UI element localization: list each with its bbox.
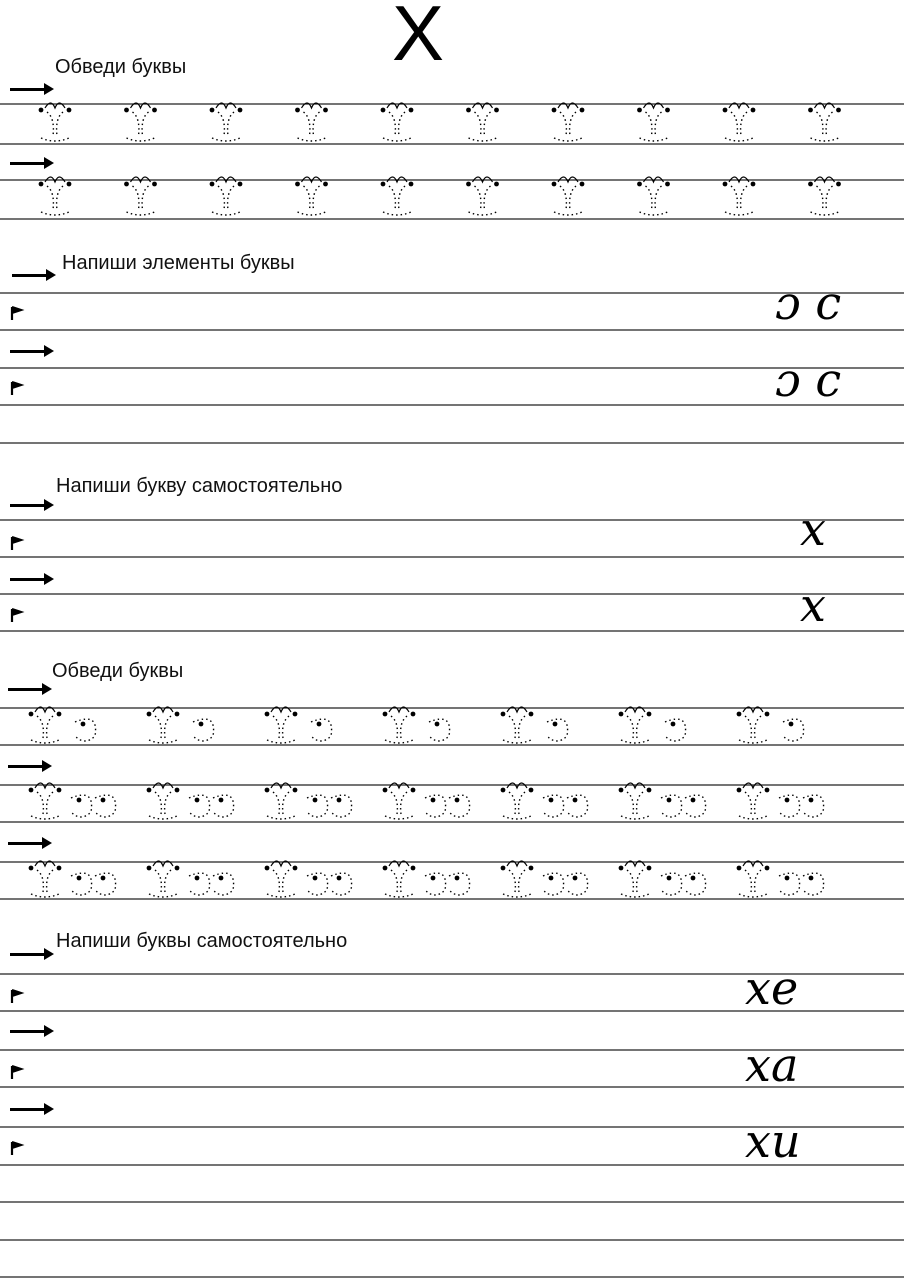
arrow-icon xyxy=(8,837,52,849)
trace-glyph xyxy=(503,792,531,819)
trace-dot xyxy=(39,108,44,113)
trace-dot xyxy=(580,182,585,187)
trace-glyph xyxy=(621,870,649,897)
arrow-icon xyxy=(10,83,54,95)
trace-dot xyxy=(265,788,270,793)
trace-glyph xyxy=(621,792,649,819)
trace-dot xyxy=(29,712,34,717)
trace-glyph xyxy=(640,186,668,215)
section-1-title: Обведи буквы xyxy=(55,56,187,78)
trace-dot xyxy=(494,108,499,113)
section-2-title: Напиши элементы буквы xyxy=(62,252,295,274)
trace-dot xyxy=(667,876,672,881)
trace-glyph xyxy=(449,795,470,817)
letter-sample-1: x xyxy=(800,502,826,556)
trace-glyph xyxy=(41,112,69,141)
trace-dot xyxy=(323,108,328,113)
trace-dot xyxy=(809,876,814,881)
trace-glyph xyxy=(469,112,497,141)
trace-glyph xyxy=(149,716,177,743)
trace-dot xyxy=(466,108,471,113)
trace-glyph xyxy=(803,873,824,895)
trace-dot xyxy=(549,798,554,803)
section-3-title: Напиши букву самостоятельно xyxy=(56,475,343,497)
trace-glyph xyxy=(193,719,214,741)
trace-dot xyxy=(124,182,129,187)
trace-dot xyxy=(265,866,270,871)
trace-dot xyxy=(619,712,624,717)
trace-dot xyxy=(219,798,224,803)
trace-dot xyxy=(67,108,72,113)
trace-dot xyxy=(455,798,460,803)
trace-glyph xyxy=(661,795,682,817)
flag-icon xyxy=(12,382,21,395)
arrow-icon xyxy=(8,760,52,772)
trace-glyph xyxy=(267,716,295,743)
trace-glyph xyxy=(621,716,649,743)
trace-dot xyxy=(152,108,157,113)
trace-dot xyxy=(765,788,770,793)
syllable-sample-xu: xu xyxy=(745,1114,801,1168)
flag-icon xyxy=(12,537,21,550)
trace-glyph xyxy=(267,870,295,897)
trace-dot xyxy=(337,876,342,881)
trace-dot xyxy=(101,876,106,881)
trace-glyph xyxy=(267,792,295,819)
trace-dot xyxy=(647,788,652,793)
trace-dot xyxy=(81,722,86,727)
trace-glyph xyxy=(449,873,470,895)
trace-dot xyxy=(836,108,841,113)
trace-glyph xyxy=(385,870,413,897)
trace-dot xyxy=(431,876,436,881)
flag-icon xyxy=(12,307,21,320)
trace-glyph xyxy=(503,870,531,897)
trace-glyph xyxy=(212,112,240,141)
trace-dot xyxy=(293,788,298,793)
trace-dot xyxy=(152,182,157,187)
arrow-icon xyxy=(8,683,52,695)
trace-dot xyxy=(195,876,200,881)
trace-glyph xyxy=(298,112,326,141)
trace-dot xyxy=(210,182,215,187)
trace-glyph xyxy=(567,795,588,817)
trace-dot xyxy=(147,712,152,717)
trace-dot xyxy=(552,108,557,113)
trace-dot xyxy=(101,798,106,803)
trace-glyph xyxy=(212,186,240,215)
trace-dot xyxy=(789,722,794,727)
trace-glyph xyxy=(127,186,155,215)
trace-glyph xyxy=(425,795,446,817)
trace-glyph xyxy=(554,186,582,215)
trace-dot xyxy=(691,798,696,803)
trace-dot xyxy=(411,866,416,871)
trace-glyph xyxy=(661,873,682,895)
trace-glyph xyxy=(783,719,804,741)
trace-dot xyxy=(411,712,416,717)
arrow-icon xyxy=(12,269,56,281)
trace-dot xyxy=(494,182,499,187)
trace-glyph xyxy=(543,873,564,895)
trace-dot xyxy=(529,788,534,793)
trace-dot xyxy=(77,798,82,803)
trace-dot xyxy=(573,876,578,881)
trace-dot xyxy=(383,712,388,717)
trace-dot xyxy=(751,108,756,113)
element-sample-2: ɔ c xyxy=(775,353,842,407)
trace-dot xyxy=(147,866,152,871)
trace-dot xyxy=(667,798,672,803)
trace-dot xyxy=(337,798,342,803)
arrow-icon xyxy=(10,345,54,357)
trace-glyph xyxy=(425,873,446,895)
trace-dot xyxy=(295,182,300,187)
trace-dot xyxy=(529,866,534,871)
trace-dot xyxy=(737,712,742,717)
page-letter: Х xyxy=(392,0,445,77)
trace-glyph xyxy=(189,795,210,817)
trace-glyph xyxy=(665,719,686,741)
trace-glyph xyxy=(331,873,352,895)
trace-dot xyxy=(383,788,388,793)
trace-glyph xyxy=(779,795,800,817)
trace-dot xyxy=(210,108,215,113)
trace-dot xyxy=(737,866,742,871)
trace-glyph xyxy=(95,795,116,817)
trace-dot xyxy=(637,108,642,113)
trace-glyph xyxy=(739,716,767,743)
trace-glyph xyxy=(149,792,177,819)
trace-glyph xyxy=(503,716,531,743)
trace-glyph xyxy=(71,873,92,895)
trace-dot xyxy=(293,712,298,717)
trace-glyph xyxy=(75,719,96,741)
trace-glyph xyxy=(543,795,564,817)
trace-glyph xyxy=(95,873,116,895)
trace-dot xyxy=(77,876,82,881)
flag-icon xyxy=(12,990,21,1003)
trace-glyph xyxy=(213,873,234,895)
trace-dot xyxy=(765,712,770,717)
trace-dot xyxy=(751,182,756,187)
trace-dot xyxy=(57,788,62,793)
trace-glyph xyxy=(213,795,234,817)
syllable-sample-xa: xa xyxy=(745,1038,799,1092)
trace-dot xyxy=(199,722,204,727)
trace-dot xyxy=(723,108,728,113)
trace-dot xyxy=(383,866,388,871)
trace-dot xyxy=(549,876,554,881)
trace-glyph xyxy=(331,795,352,817)
element-sample-1: ɔ c xyxy=(775,276,842,330)
trace-dot xyxy=(619,788,624,793)
flag-icon xyxy=(12,1142,21,1155)
trace-dot xyxy=(529,712,534,717)
trace-glyph xyxy=(385,716,413,743)
arrow-icon xyxy=(10,499,54,511)
trace-dot xyxy=(737,788,742,793)
trace-dot xyxy=(313,876,318,881)
trace-dot xyxy=(381,108,386,113)
trace-glyph xyxy=(189,873,210,895)
trace-dot xyxy=(665,182,670,187)
trace-glyph xyxy=(127,112,155,141)
syllable-sample-xe: xe xyxy=(745,961,799,1015)
trace-glyph xyxy=(31,792,59,819)
trace-glyph xyxy=(31,716,59,743)
trace-glyph xyxy=(383,112,411,141)
trace-dot xyxy=(409,108,414,113)
trace-dot xyxy=(765,866,770,871)
trace-dot xyxy=(466,182,471,187)
trace-dot xyxy=(431,798,436,803)
trace-dot xyxy=(809,798,814,803)
trace-dot xyxy=(552,182,557,187)
trace-dot xyxy=(501,712,506,717)
trace-dot xyxy=(665,108,670,113)
trace-dot xyxy=(580,108,585,113)
trace-glyph xyxy=(811,186,839,215)
trace-dot xyxy=(691,876,696,881)
trace-glyph xyxy=(739,870,767,897)
trace-dot xyxy=(671,722,676,727)
trace-dot xyxy=(808,182,813,187)
arrow-icon xyxy=(10,1103,54,1115)
trace-glyph xyxy=(685,873,706,895)
trace-dot xyxy=(647,866,652,871)
trace-dot xyxy=(195,798,200,803)
trace-dot xyxy=(29,866,34,871)
trace-glyph xyxy=(547,719,568,741)
trace-glyph xyxy=(725,186,753,215)
trace-dot xyxy=(175,866,180,871)
trace-dot xyxy=(455,876,460,881)
trace-dot xyxy=(147,788,152,793)
flag-icon xyxy=(12,609,21,622)
trace-dot xyxy=(265,712,270,717)
trace-dot xyxy=(323,182,328,187)
trace-dot xyxy=(836,182,841,187)
trace-glyph xyxy=(429,719,450,741)
trace-dot xyxy=(785,798,790,803)
trace-glyph xyxy=(811,112,839,141)
trace-dot xyxy=(573,798,578,803)
trace-glyph xyxy=(307,795,328,817)
trace-glyph xyxy=(725,112,753,141)
trace-glyph xyxy=(385,792,413,819)
trace-dot xyxy=(317,722,322,727)
section-4-title: Обведи буквы xyxy=(52,660,184,682)
trace-dot xyxy=(67,182,72,187)
trace-dot xyxy=(175,712,180,717)
trace-dot xyxy=(238,182,243,187)
trace-dot xyxy=(435,722,440,727)
section-5-title: Напиши буквы самостоятельно xyxy=(56,930,348,952)
trace-dot xyxy=(313,798,318,803)
trace-glyph xyxy=(554,112,582,141)
trace-glyph xyxy=(311,719,332,741)
flag-icon xyxy=(12,1066,21,1079)
trace-dot xyxy=(647,712,652,717)
letter-sample-2: x xyxy=(800,578,826,632)
trace-glyph xyxy=(640,112,668,141)
trace-dot xyxy=(619,866,624,871)
trace-dot xyxy=(785,876,790,881)
trace-dot xyxy=(501,788,506,793)
arrow-icon xyxy=(10,157,54,169)
trace-glyph xyxy=(803,795,824,817)
trace-dot xyxy=(39,182,44,187)
trace-glyph xyxy=(567,873,588,895)
trace-dot xyxy=(57,866,62,871)
trace-dot xyxy=(553,722,558,727)
trace-glyph xyxy=(779,873,800,895)
trace-dot xyxy=(293,866,298,871)
trace-glyph xyxy=(149,870,177,897)
trace-dot xyxy=(723,182,728,187)
trace-dot xyxy=(29,788,34,793)
trace-dot xyxy=(381,182,386,187)
trace-glyph xyxy=(41,186,69,215)
trace-dot xyxy=(808,108,813,113)
trace-glyph xyxy=(383,186,411,215)
trace-glyph xyxy=(469,186,497,215)
trace-dot xyxy=(219,876,224,881)
trace-glyph xyxy=(739,792,767,819)
arrow-icon xyxy=(10,948,54,960)
trace-dot xyxy=(637,182,642,187)
trace-dot xyxy=(124,108,129,113)
trace-glyph xyxy=(685,795,706,817)
trace-glyph xyxy=(71,795,92,817)
trace-dot xyxy=(411,788,416,793)
arrow-icon xyxy=(10,573,54,585)
trace-dot xyxy=(295,108,300,113)
arrow-icon xyxy=(10,1025,54,1037)
trace-glyph xyxy=(307,873,328,895)
trace-glyph xyxy=(298,186,326,215)
trace-dot xyxy=(501,866,506,871)
trace-dot xyxy=(238,108,243,113)
trace-dot xyxy=(175,788,180,793)
trace-dot xyxy=(409,182,414,187)
trace-dot xyxy=(57,712,62,717)
trace-glyph xyxy=(31,870,59,897)
